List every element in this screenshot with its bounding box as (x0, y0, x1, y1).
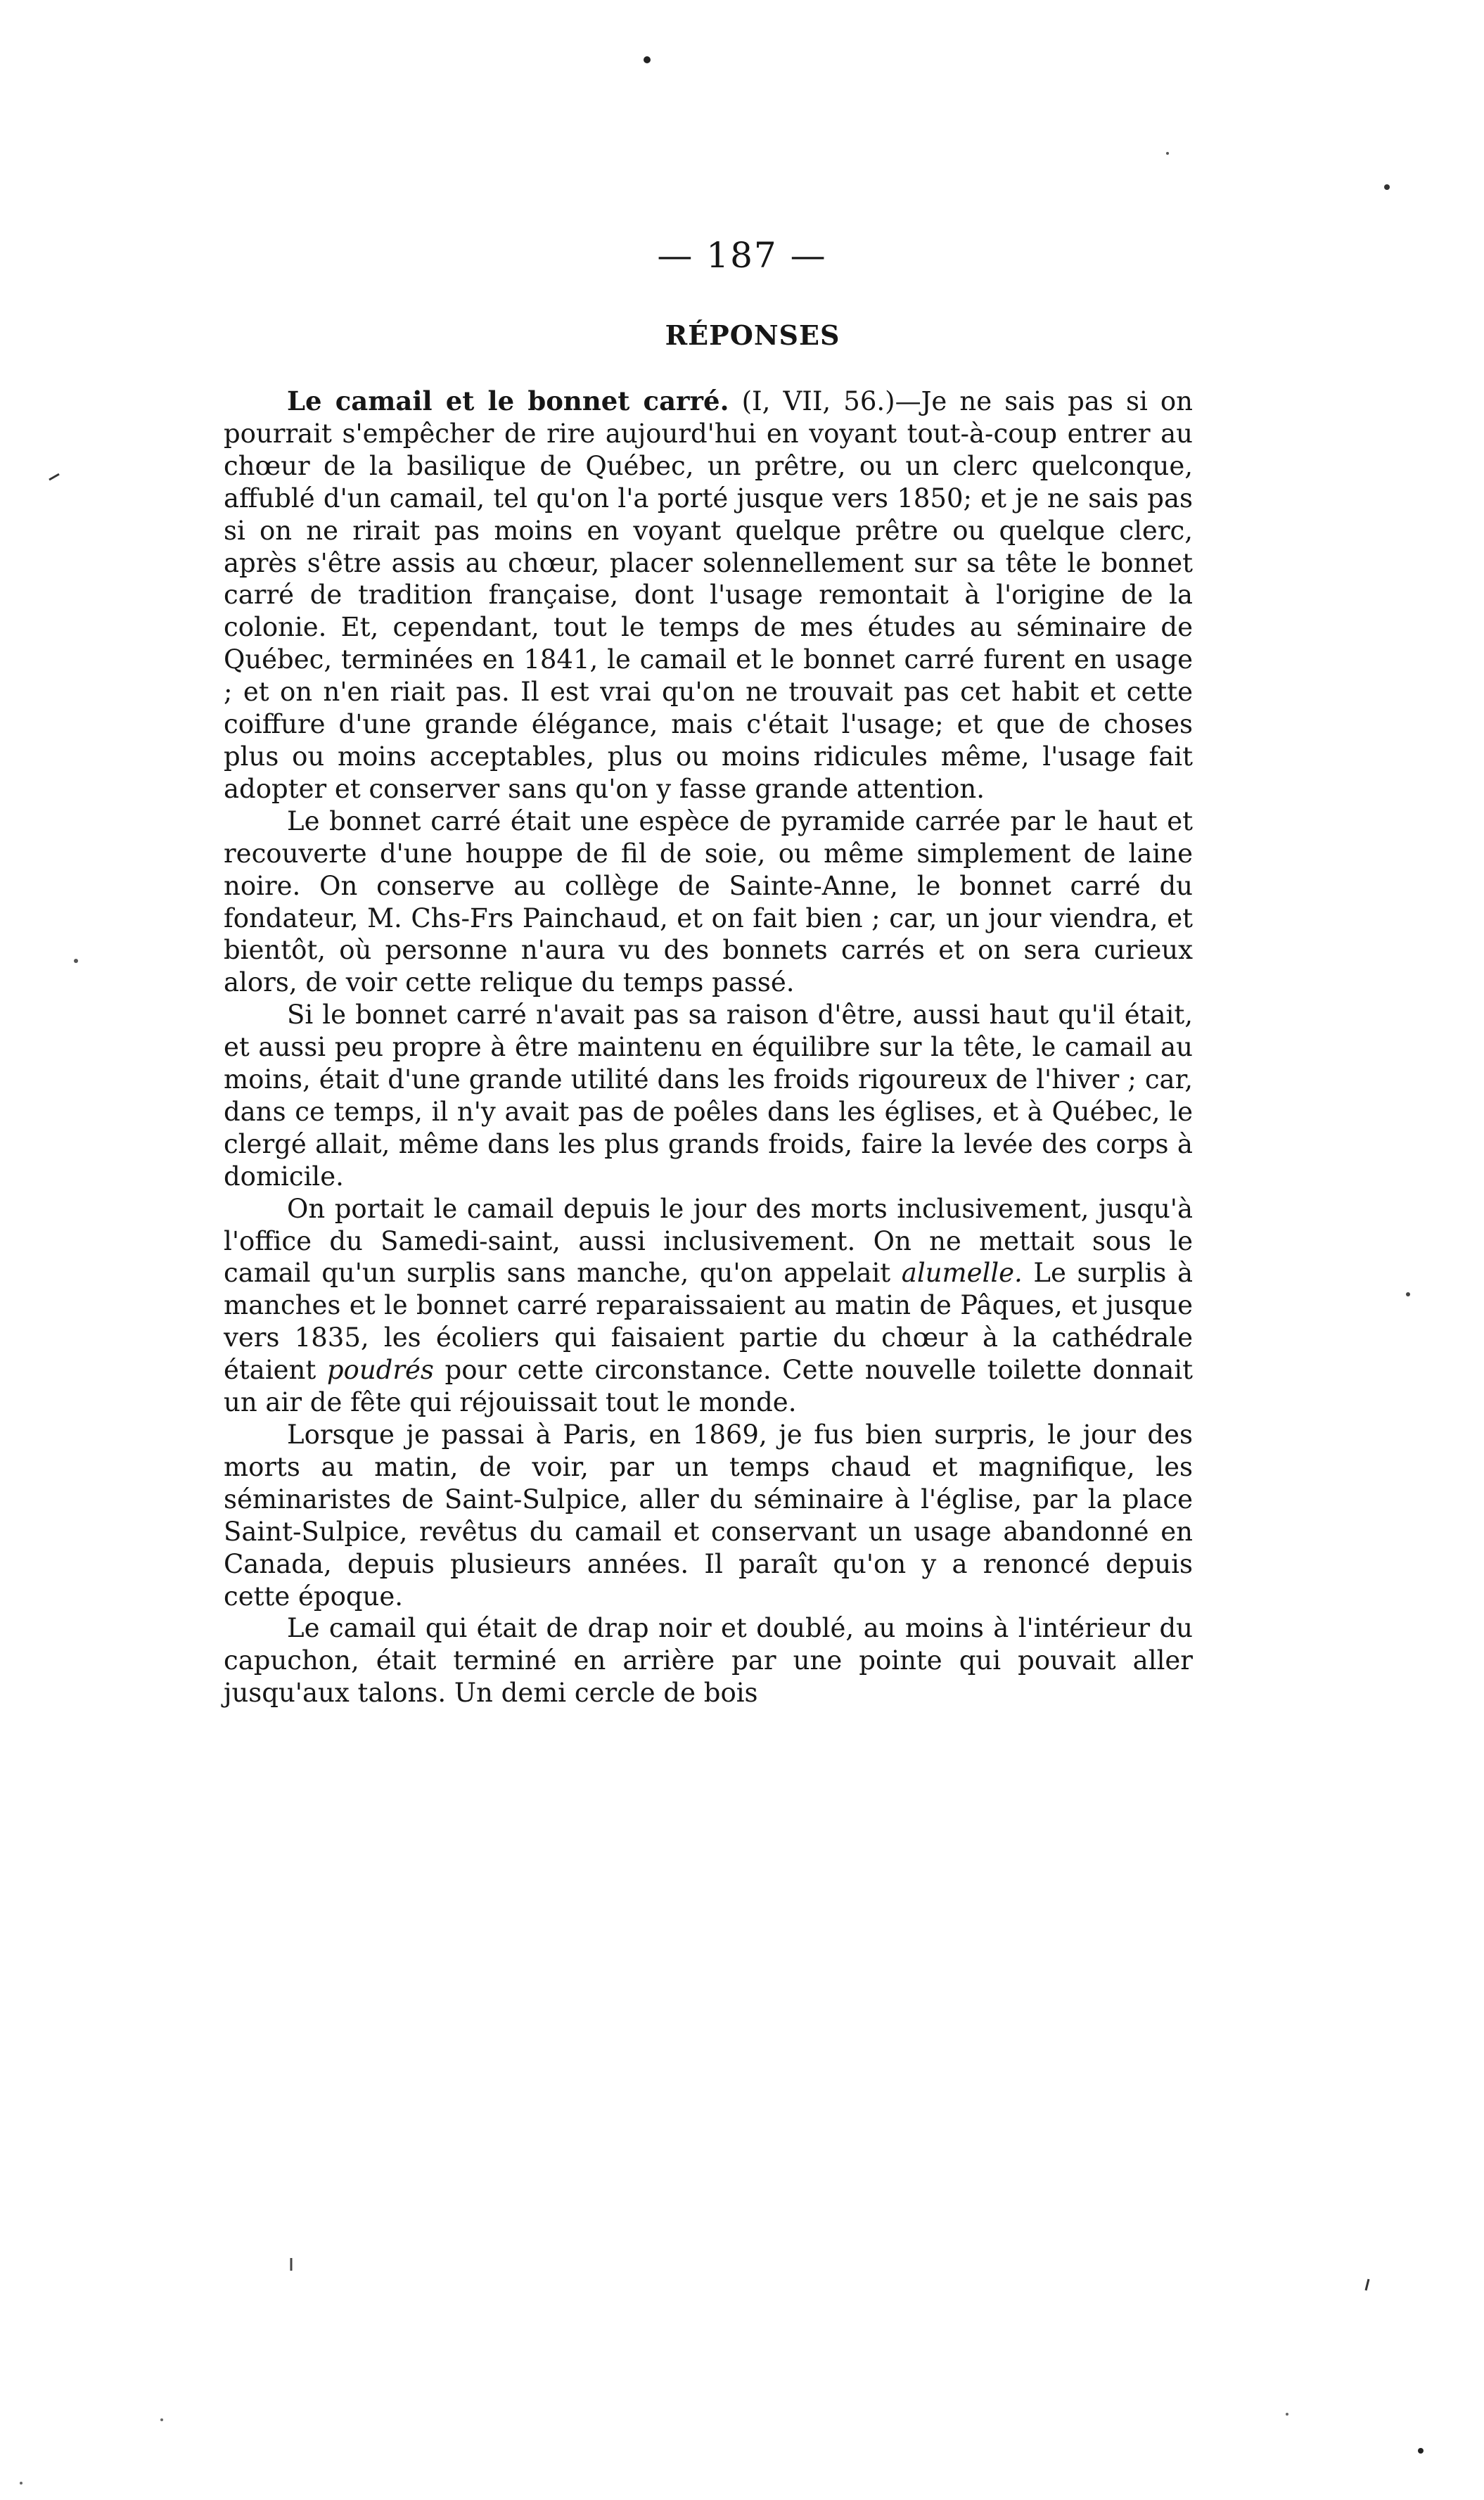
italic-term-alumelle: alumelle. (901, 1258, 1023, 1289)
speck (160, 2418, 163, 2421)
speck (1286, 2413, 1288, 2416)
paragraph-1 (224, 385, 1193, 805)
speck (1166, 152, 1169, 155)
italic-term-poudres: poudrés (326, 1355, 434, 1386)
speck (1366, 2279, 1369, 2290)
paragraph-5: Lorsque je passai à Paris, en 1869, je fus bien surpris, le jour des morts au matin, de voir, par un temps chaud et magnifique, les séminaristes de Saint-Sulpice, aller du séminaire à l'église, par la place Saint-Sulpice, revêtus du camail et conservant un usage abandonné en Canada, depuis plusieurs années. Il paraît qu'on y a renoncé depuis cette époque. (224, 1420, 1193, 1612)
paragraph-6: Le camail qui était de drap noir et doublé, au moins à l'intérieur du capuchon, était terminé en arrière par une pointe qui pouvait aller jusqu'aux talons. Un demi cercle de bois (224, 1613, 1193, 1709)
paragraph-1-text: —Je ne sais pas si on pourrait s'empêcher de rire aujourd'hui en voyant tout-à-coup entrer au chœur de la basilique de Québec, un prêtre, ou un clerc quelconque, affublé d'un camail, tel qu'on l'a porté jusque vers 1850; et je ne sais pas si on ne rirait pas moins en voyant quelque prêtre ou quelque clerc, après s'être assis au chœur, placer solennellement sur sa tête le bonnet carré de tradition française, dont l'usage remontait à l'origine de la colonie. Et, cependant, tout le temps de mes études au séminaire de Québec, terminées en 1841, le camail et le bonnet carré furent en usage ; et on n'en riait pas. Il est vrai qu'on ne trouvait pas cet habit et cette coiffure d'une grande élégance, mais c'était l'usage; et que de choses plus ou moins acceptables, plus ou moins ridicules même, l'usage fait adopter et conserver sans qu'on y fasse grande attention. (224, 386, 1193, 804)
speck (1406, 1292, 1410, 1296)
speck (20, 2482, 23, 2485)
paragraph-4-start: On portait le camail depuis le jour des morts inclusivement, jusqu'à l'office du Samedi-saint, aussi inclusivement. On ne mettait sous le camail qu'un surplis sans manche, qu'on appelait (224, 1193, 1193, 1289)
paragraph-4 (224, 1193, 1193, 1419)
speck (1418, 2448, 1424, 2454)
article-reference: (I, VII, 56.) (741, 386, 895, 416)
speck (74, 959, 78, 963)
paragraph-2: Le bonnet carré était une espèce de pyramide carrée par le haut et recouverte d'une houppe de fil de soie, ou même simplement de laine noire. On conserve au collège de Sainte-Anne, le bonnet carré du fondateur, M. Chs-Frs Painchaud, et on fait bien ; car, un jour viendra, et bientôt, où personne n'aura vu des bonnets carrés et on sera curieux alors, de voir cette relique du temps passé. (224, 805, 1193, 998)
article-heading: Le camail et le bonnet carré. (287, 385, 729, 416)
article-body (224, 385, 1193, 1709)
paragraph-4-end: pour cette circonstance. Cette nouvelle toilette donnait un air de fête qui réjouissait tout le monde. (224, 1355, 1193, 1418)
paragraph-4-middle: Le surplis à manches et le bonnet carré reparaissaient au matin de Pâques, et jusque vers 1835, les écoliers qui faisaient partie du chœur à la cathédrale étaient (224, 1258, 1193, 1386)
paragraph-3: Si le bonnet carré n'avait pas sa raison d'être, aussi haut qu'il était, et aussi peu propre à être maintenu en équilibre sur la tête, le camail au moins, était d'une grande utilité dans les froids rigoureux de l'hiver ; car, dans ce temps, il n'y avait pas de poêles dans les églises, et à Québec, le clergé allait, même dans les plus grands froids, faire la levée des corps à domicile. (224, 1000, 1193, 1192)
speck (1384, 184, 1390, 190)
speck (49, 474, 59, 480)
speck (644, 56, 651, 63)
page-number: — 187 — (657, 235, 827, 276)
section-title: RÉPONSES (665, 319, 840, 351)
